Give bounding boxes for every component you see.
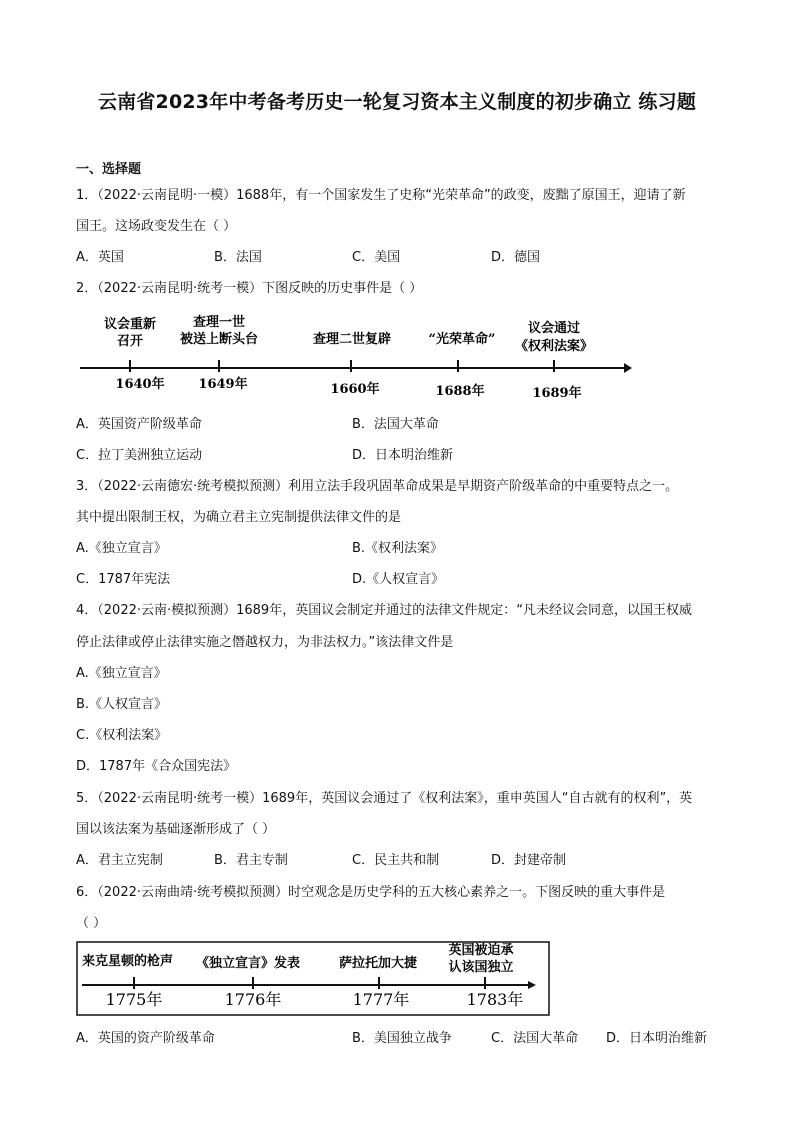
- page-title: 云南省2023年中考备考历史一轮复习资本主义制度的初步确立 练习题: [97, 91, 697, 113]
- event-label: 查理一世: [192, 315, 246, 330]
- q1-option-c[interactable]: C．美国: [352, 250, 401, 265]
- event-year: 1777年: [352, 990, 410, 1009]
- event-label: 英国被迫承: [448, 943, 514, 958]
- q3-option-c[interactable]: C．1787年宪法: [76, 572, 171, 587]
- q2-option-b[interactable]: B．法国大革命: [352, 417, 439, 432]
- event-year: 1688年: [435, 384, 485, 399]
- event-year: 1775年: [105, 990, 163, 1009]
- event-year: 1649年: [198, 377, 248, 392]
- q6-option-d[interactable]: D．日本明治维新: [606, 1031, 708, 1046]
- question-5-stem-cont: 国以该法案为基础逐渐形成了（ ）: [76, 822, 276, 837]
- timeline-event-1777: [339, 955, 417, 1009]
- timeline-event-1640: [104, 316, 165, 392]
- q6-option-a[interactable]: A．英国的资产阶级革命: [76, 1031, 215, 1046]
- event-label: 议会通过: [527, 321, 581, 336]
- question-3-stem: 3．（2022·云南德宏·统考模拟预测）利用立法手段巩固革命成果是早期资产阶级革命的中重要特点之一。: [76, 479, 679, 494]
- q2-option-c[interactable]: C．拉丁美洲独立运动: [76, 448, 203, 463]
- q3-option-d[interactable]: D.《人权宣言》: [352, 572, 445, 587]
- q4-option-b[interactable]: B.《人权宣言》: [76, 697, 168, 712]
- event-label: 召开: [116, 334, 144, 349]
- timeline-event-1688: [429, 331, 496, 399]
- q4-option-d[interactable]: D．1787年《合众国宪法》: [76, 759, 237, 774]
- timeline-event-1776: [196, 955, 300, 1009]
- question-1-stem: 1．（2022·云南昆明·一模）1688年，有一个国家发生了史称“光荣革命”的政变，废黜了原国王，迎请了新: [76, 188, 686, 203]
- q1-option-d[interactable]: D．德国: [491, 250, 541, 265]
- event-label: 认该国独立: [448, 960, 514, 975]
- question-6-stem-cont: （ ）: [76, 916, 107, 931]
- q3-option-a[interactable]: A.《独立宣言》: [76, 541, 167, 556]
- question-1-stem-cont: 国王。这场政变发生在（ ）: [76, 219, 237, 234]
- event-year: 1640年: [115, 377, 165, 392]
- timeline-arrow-icon: [624, 363, 632, 373]
- q5-option-c[interactable]: C．民主共和制: [352, 853, 440, 868]
- event-label: 来克星顿的枪声: [82, 954, 174, 969]
- event-label: 查理二世复辟: [312, 332, 392, 347]
- q1-option-b[interactable]: B．法国: [214, 250, 262, 265]
- q6-option-c[interactable]: C．法国大革命: [491, 1031, 579, 1046]
- timeline-event-1649: [180, 314, 258, 392]
- q6-timeline-figure: [76, 941, 551, 1017]
- event-year: 1689年: [532, 386, 582, 401]
- q6-option-b[interactable]: B．美国独立战争: [352, 1031, 452, 1046]
- q5-option-b[interactable]: B．君主专制: [214, 853, 288, 868]
- event-year: 1660年: [330, 382, 380, 397]
- event-year: 1776年: [224, 990, 282, 1009]
- question-4-stem-cont: 停止法律或停止法律实施之僭越权力，为非法权力。”该法律文件是: [76, 635, 454, 650]
- event-label: 《权利法案》: [514, 339, 594, 354]
- event-label: 被送上断头台: [179, 332, 259, 347]
- q2-timeline-figure: [76, 312, 636, 404]
- timeline-event-1689: [515, 320, 593, 401]
- question-3-stem-cont: 其中提出限制王权，为确立君主立宪制提供法律文件的是: [76, 510, 402, 525]
- timeline-event-1775: [82, 953, 173, 1009]
- event-year: 1783年: [466, 990, 524, 1009]
- q2-option-d[interactable]: D．日本明治维新: [352, 448, 454, 463]
- event-label: 《独立宣言》发表: [195, 956, 301, 971]
- question-6-stem: 6．（2022·云南曲靖·统考模拟预测）时空观念是历史学科的五大核心素养之一。下图反映的重大事件是: [76, 885, 666, 900]
- event-label: 萨拉托加大捷: [338, 956, 418, 971]
- event-label: 议会重新: [103, 317, 157, 332]
- timeline-arrow-icon: [528, 981, 536, 989]
- question-5-stem: 5．（2022·云南昆明·统考一模）1689年，英国议会通过了《权利法案》，重申英国人“自古就有的权利”，英: [76, 791, 693, 806]
- timeline-event-1783: [448, 942, 523, 1009]
- q5-option-d[interactable]: D．封建帝制: [491, 853, 567, 868]
- q5-option-a[interactable]: A．君主立宪制: [76, 853, 163, 868]
- q4-option-a[interactable]: A.《独立宣言》: [76, 666, 167, 681]
- question-4-stem: 4．（2022·云南·模拟预测）1689年，英国议会制定并通过的法律文件规定：“凡未经议会同意，以国王权威: [76, 603, 692, 618]
- q4-option-c[interactable]: C.《权利法案》: [76, 728, 168, 743]
- q2-option-a[interactable]: A．英国资产阶级革命: [76, 417, 202, 432]
- q1-option-a[interactable]: A．英国: [76, 250, 124, 265]
- section-heading: 一、选择题: [76, 162, 142, 177]
- event-label: “光荣革命”: [428, 332, 496, 347]
- question-2-stem: 2．（2022·云南昆明·统考一模）下图反映的历史事件是（ ）: [76, 281, 423, 296]
- timeline-event-1660: [313, 331, 391, 397]
- q3-option-b[interactable]: B.《权利法案》: [352, 541, 444, 556]
